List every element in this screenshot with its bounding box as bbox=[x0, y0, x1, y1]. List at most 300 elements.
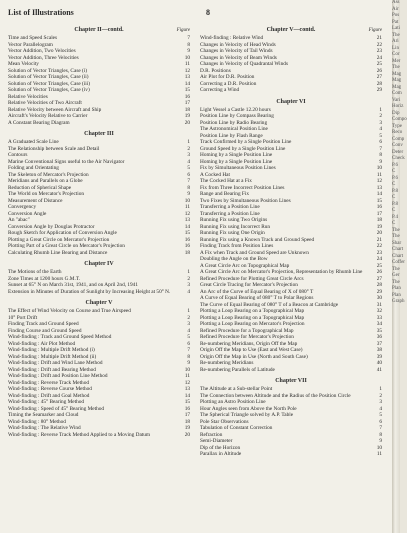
entry-label: Extension in Minutes of Duration of Sunlight by Increasing Height at 50° N. bbox=[8, 288, 171, 295]
figure-number: 27 bbox=[376, 275, 382, 282]
figure-number: 1 bbox=[379, 106, 382, 113]
page-number: 8 bbox=[206, 8, 210, 17]
entry-label: Changes in Velocity of Head Winds bbox=[200, 41, 276, 48]
figure-number: 16 bbox=[184, 236, 190, 243]
edge-fragment: Chart bbox=[392, 253, 404, 259]
chapter-heading bbox=[200, 26, 382, 35]
edge-fragment: Horiz bbox=[392, 104, 404, 109]
edge-fragment: Mer bbox=[392, 58, 401, 64]
entry-label: Solution of Vector Triangles, Case (iii) bbox=[8, 80, 91, 87]
figure-number: 11 bbox=[184, 373, 190, 379]
entry-label: Re-numbering Parallels of Latitude bbox=[200, 366, 275, 373]
figure-number: 9 bbox=[187, 360, 190, 366]
chapter-heading bbox=[8, 260, 190, 269]
chapter-heading bbox=[200, 98, 382, 107]
edge-fragment: Pos bbox=[392, 13, 400, 18]
figure-number: 30 bbox=[376, 295, 382, 301]
chapter-title: Chapter V—contd. bbox=[266, 27, 316, 33]
figure-number: 20 bbox=[184, 119, 190, 126]
figure-number: 18 bbox=[376, 217, 382, 223]
entry-label: Wind-finding : 45° Bearing Method bbox=[8, 399, 85, 405]
figure-number: 26 bbox=[376, 67, 382, 74]
edge-fragment: P.6 C bbox=[392, 162, 398, 174]
entry-label: Relative Velocity between Aircraft and Ship bbox=[8, 106, 102, 113]
figure-number: 15 bbox=[184, 230, 190, 236]
entry-label: Range and Bearing Fix bbox=[200, 191, 249, 197]
figure-number: 14 bbox=[184, 223, 190, 230]
chapter-title: Chapter VI bbox=[276, 98, 306, 105]
entry-label: A Great Circle Arc on Mercator's Projection, Representation by Rhumb Line bbox=[200, 269, 363, 275]
entry-label: Track Confirmed by a Single Position Line bbox=[200, 139, 292, 145]
entry-label: Finding Course and Ground Speed bbox=[8, 327, 82, 334]
figure-number: 6 bbox=[187, 340, 190, 347]
entry-label: Transferring a Position Line bbox=[200, 204, 260, 210]
entry-label: Convergency bbox=[8, 204, 37, 210]
figure-number: 1 bbox=[187, 308, 190, 314]
edge-fragment: Plan bbox=[392, 292, 401, 298]
edge-fragment: Coffer bbox=[392, 260, 405, 265]
figure-number: 3 bbox=[187, 152, 190, 158]
entry-label: An "abac" bbox=[8, 217, 30, 223]
entry-label: Refined Procedure for Mercator's Projection bbox=[200, 334, 294, 340]
edge-fragment: Ger bbox=[392, 273, 400, 278]
entry-label: D.R. Positions bbox=[200, 67, 231, 74]
entry-label: The Effect of Wind Velocity on Course and True Airspeed bbox=[8, 308, 131, 314]
entry-label: Meridians and Parallels on a Globe bbox=[8, 178, 83, 184]
figure-number: 9 bbox=[187, 48, 190, 54]
entry-label: Wind-finding : Drift and Goal Method bbox=[8, 392, 90, 399]
entry-label: Reduction of Spherical Shape bbox=[8, 184, 72, 191]
figure-number: 1 bbox=[379, 386, 382, 392]
entry-label: The Astronomical Position Line bbox=[200, 126, 268, 132]
figure-number: 16 bbox=[376, 204, 382, 210]
figure-number: 41 bbox=[376, 366, 382, 373]
figure-number: 19 bbox=[184, 113, 190, 119]
figure-number: 1 bbox=[187, 139, 190, 145]
entry-label: Relative Velocities of Two Aircraft bbox=[8, 100, 82, 106]
entry-label: The Spherical Triangle solved by A.P. Table bbox=[200, 412, 294, 418]
chapter-section bbox=[200, 377, 382, 458]
edge-fragment: The bbox=[392, 266, 400, 272]
edge-fragment: Compo bbox=[392, 117, 407, 122]
figure-column-label: Figure bbox=[176, 28, 190, 33]
figure-number: 6 bbox=[187, 171, 190, 178]
chapter-heading bbox=[200, 377, 382, 386]
entry-label: A Fix when Track and Ground Speed are Unknown bbox=[200, 249, 309, 256]
illustration-entry bbox=[8, 250, 190, 257]
entry-label: Tabulation of Constant Correction bbox=[200, 425, 273, 431]
entry-label: The Motions of the Earth bbox=[8, 269, 62, 275]
figure-number: 10 bbox=[184, 54, 190, 61]
entry-label: Ground Speed by a Single Position Line bbox=[200, 145, 286, 152]
entry-label: Plotting a Loop Bearing on Mercator's Projection bbox=[200, 321, 305, 327]
figure-number: 14 bbox=[184, 80, 190, 87]
chapter-heading bbox=[8, 299, 190, 308]
entry-label: Aircraft's Velocity Relative to Carrier bbox=[8, 113, 88, 119]
figure-number: 22 bbox=[376, 243, 382, 249]
entry-label: Wind-finding : Air Plot Method bbox=[8, 340, 76, 347]
entry-label: Finding Track from Position Lines bbox=[200, 243, 274, 249]
entry-label: Vector Parallelogram bbox=[8, 41, 53, 48]
figure-number: 4 bbox=[187, 158, 190, 165]
figure-number: 33 bbox=[376, 314, 382, 321]
figure-number: 18 bbox=[184, 249, 190, 256]
entry-label: Vector Addition, Two Velocities bbox=[8, 48, 76, 54]
figure-number: 13 bbox=[184, 386, 190, 392]
entry-label: Pole Star Observations bbox=[200, 418, 249, 425]
figure-number: 36 bbox=[376, 334, 382, 340]
entry-label: Wind-finding : Reverse Course Method bbox=[8, 386, 92, 392]
figure-number: 19 bbox=[184, 425, 190, 431]
entry-label: Solution of Vector Triangles, Case (iv) bbox=[8, 87, 90, 93]
entry-label: Air Plot for D.R. Position bbox=[200, 74, 255, 80]
figure-number: 8 bbox=[379, 431, 382, 438]
illustration-entry bbox=[200, 451, 382, 458]
entry-label: Contours bbox=[8, 152, 28, 158]
chapter-title: Chapter VII bbox=[275, 378, 307, 384]
entry-label: Wind-finding : Speed of 45° Bearing Method bbox=[8, 405, 105, 412]
figure-number: 21 bbox=[376, 35, 382, 41]
entry-label: A Cocked Hat bbox=[200, 171, 231, 178]
figure-number: 35 bbox=[376, 327, 382, 334]
figure-number: 31 bbox=[376, 301, 382, 308]
edge-fragment: Com bbox=[392, 91, 402, 96]
entry-label: Homing by a Single Position Line bbox=[200, 158, 273, 165]
entry-label: Origin Off the Map to Use (East and West Case) bbox=[200, 347, 303, 353]
figure-number: 25 bbox=[376, 61, 382, 67]
illustration-entry bbox=[200, 87, 382, 94]
entry-label: Refined Procedure for a Topographical Map bbox=[200, 327, 294, 334]
entry-label: Doubling the Angle on the Bow bbox=[200, 256, 268, 262]
entry-label: Running Fix using One Origin bbox=[200, 230, 265, 236]
entry-label: Wind-finding : 80° Method bbox=[8, 418, 66, 425]
next-page-edge-text bbox=[392, 0, 407, 533]
figure-number: 8 bbox=[187, 184, 190, 191]
figure-number: 16 bbox=[184, 93, 190, 100]
figure-number: 10 bbox=[376, 165, 382, 171]
entry-label: Solution of Vector Triangles, Case (i) bbox=[8, 67, 88, 74]
edge-fragment: P.8 C bbox=[392, 188, 398, 200]
entry-label: Marine Conventional Signs useful to the Air Navigator bbox=[8, 158, 125, 165]
edge-fragment: The bbox=[392, 227, 400, 233]
illustration-entry bbox=[8, 289, 190, 296]
figure-number: 14 bbox=[376, 191, 382, 197]
figure-number: 3 bbox=[187, 282, 190, 288]
figure-number: 28 bbox=[376, 282, 382, 288]
entry-label: Fix by Simultaneous Position Lines bbox=[200, 165, 276, 171]
chapter-title: Chapter V bbox=[85, 300, 113, 306]
edge-fragment: Reco bbox=[392, 130, 403, 135]
figure-number: 18 bbox=[184, 106, 190, 113]
edge-fragment: Cor bbox=[392, 52, 400, 57]
entry-label: The World on Mercator's Projection bbox=[8, 191, 85, 197]
edge-fragment: P.8 C bbox=[392, 201, 398, 213]
figure-number: 5 bbox=[379, 412, 382, 418]
figure-number: 11 bbox=[184, 61, 190, 67]
figure-number: 29 bbox=[376, 288, 382, 295]
figure-number: 6 bbox=[379, 139, 382, 145]
figure-number: 12 bbox=[376, 178, 382, 184]
figure-number: 18 bbox=[184, 418, 190, 425]
entry-label: Wind-finding : Track and Ground Speed Method bbox=[8, 334, 112, 340]
figure-number: 20 bbox=[376, 230, 382, 236]
figure-number: 37 bbox=[376, 340, 382, 347]
illustration-entry bbox=[8, 120, 190, 127]
entry-label: Vector Addition, Three Velocities bbox=[8, 54, 79, 61]
entry-label: Plotting Part of a Great Circle on Mercator's Projection bbox=[8, 243, 125, 249]
figure-number: 7 bbox=[187, 35, 190, 41]
figure-number: 4 bbox=[379, 405, 382, 412]
figure-number: 14 bbox=[184, 392, 190, 399]
figure-number: 7 bbox=[187, 178, 190, 184]
figure-number: 11 bbox=[184, 204, 190, 210]
entry-label: The Cocked Hat at a Fix bbox=[200, 178, 252, 184]
figure-number: 28 bbox=[376, 80, 382, 87]
figure-number: 6 bbox=[379, 418, 382, 425]
figure-number: 11 bbox=[376, 171, 382, 178]
figure-number: 3 bbox=[187, 321, 190, 327]
figure-number: 2 bbox=[379, 392, 382, 399]
figure-number: 15 bbox=[184, 87, 190, 93]
entry-label: The Altitude at a Sub-stellar Point bbox=[200, 386, 273, 392]
figure-number: 23 bbox=[376, 48, 382, 54]
figure-number: 7 bbox=[379, 145, 382, 152]
entry-label: The Relationship between Scale and Detail bbox=[8, 145, 100, 152]
figure-number: 17 bbox=[184, 412, 190, 418]
figure-number: 17 bbox=[184, 100, 190, 106]
entry-label: Wind-finding : Drift and Position Line Method bbox=[8, 373, 108, 379]
illustration-entry bbox=[8, 432, 190, 439]
figure-number: 4 bbox=[379, 126, 382, 132]
figure-number: 1 bbox=[187, 269, 190, 275]
chapter-title: Chapter III bbox=[84, 131, 114, 137]
entry-label: Wind-finding : Reverse Track Method Applied to a Moving Datum bbox=[8, 431, 151, 438]
figure-number: 15 bbox=[376, 197, 382, 204]
edge-fragment: Pat bbox=[392, 19, 399, 25]
entry-label: Plotting a Loop Bearing on a Topographical Map bbox=[200, 314, 305, 321]
figure-number: 16 bbox=[184, 405, 190, 412]
entry-label: Two Fixes by Simultaneous Position Lines bbox=[200, 197, 291, 204]
edge-fragment: Mag bbox=[392, 71, 402, 77]
entry-label: Great Circle Tracing for Mercator's Projection bbox=[200, 282, 298, 288]
entry-label: Wind-finding : The Relative Wind bbox=[8, 425, 81, 431]
entry-label: Finding Track and Ground Speed bbox=[8, 321, 79, 327]
entry-label: Conversion Angle by Douglas Protractor bbox=[8, 223, 95, 230]
entry-label: Running Fix using a Known Track and Ground Speed bbox=[200, 236, 315, 243]
figure-number: 21 bbox=[376, 236, 382, 243]
edge-fragment: Vari bbox=[392, 97, 401, 103]
entry-label: Refraction bbox=[200, 431, 223, 438]
edge-fragment: The bbox=[392, 279, 400, 285]
figure-number: 9 bbox=[187, 191, 190, 197]
figure-number: 12 bbox=[184, 379, 190, 386]
figure-number: 12 bbox=[184, 67, 190, 74]
entry-label: Semi-Diameter bbox=[200, 438, 233, 444]
entry-label: Sunset at 65° N on March 31st, 1941, and on April 2nd, 1941 bbox=[8, 282, 138, 288]
edge-fragment: Plan bbox=[392, 286, 401, 291]
entry-label: Wind-finding : Relative Wind bbox=[200, 35, 264, 41]
entry-label: A Great Circle Arc on Topographical Map bbox=[200, 262, 290, 269]
edge-fragment: P.4 C bbox=[392, 214, 398, 226]
entry-label: Correcting a D.R. Position bbox=[200, 80, 257, 87]
entry-label: Time and Speed Scales bbox=[8, 35, 58, 41]
entry-label: Calculating Rhumb Line Bearing and Distance bbox=[8, 249, 108, 256]
chapter-section bbox=[8, 26, 190, 126]
edge-fragment: The bbox=[392, 65, 400, 70]
entry-label: Plotting a Great Circle on Mercator's Projection bbox=[8, 236, 110, 243]
figure-number: 7 bbox=[187, 347, 190, 353]
entry-label: Running Fix using Two Origins bbox=[200, 217, 268, 223]
entry-label: Folding and Orientating bbox=[8, 165, 59, 171]
chapter-section bbox=[200, 98, 382, 374]
figure-number: 17 bbox=[376, 210, 382, 217]
figure-number: 19 bbox=[376, 223, 382, 230]
figure-number: 4 bbox=[187, 288, 190, 295]
figure-number: 8 bbox=[187, 41, 190, 48]
figure-number: 20 bbox=[184, 431, 190, 438]
figure-number: 10 bbox=[184, 366, 190, 373]
entry-label: Transferring a Position Line bbox=[200, 210, 260, 217]
entry-label: Changes in Velocity of Quadrantal Winds bbox=[200, 61, 289, 67]
figure-number: 2 bbox=[379, 113, 382, 119]
figure-number: 3 bbox=[379, 119, 382, 126]
edge-fragment: Mag bbox=[392, 84, 402, 90]
entry-label: Wind-finding : Multiple Drift Method (ii) bbox=[8, 353, 97, 360]
figure-number: 8 bbox=[187, 353, 190, 360]
entry-label: Zone Times at 1200 hours G.M.T. bbox=[8, 275, 80, 282]
right-column bbox=[200, 22, 382, 458]
figure-number: 5 bbox=[379, 132, 382, 139]
chapter-title: Chapter IV bbox=[84, 261, 114, 267]
entry-label: Rough Sketch for Application of Conversion Angle bbox=[8, 230, 117, 236]
figure-number: 25 bbox=[376, 262, 382, 269]
figure-number: 2 bbox=[187, 314, 190, 321]
chapter-section bbox=[8, 260, 190, 295]
figure-number: 16 bbox=[184, 243, 190, 249]
figure-number: 24 bbox=[376, 256, 382, 262]
figure-number: 13 bbox=[376, 184, 382, 191]
figure-number: 40 bbox=[376, 360, 382, 366]
entry-label: Homing by a Single Position Line bbox=[200, 152, 273, 158]
illustration-entry bbox=[200, 367, 382, 374]
figure-number: 8 bbox=[379, 152, 382, 158]
entry-label: Re-numbering Meridians bbox=[200, 360, 254, 366]
page-header bbox=[8, 6, 384, 20]
edge-fragment: Chart bbox=[392, 247, 404, 252]
entry-label: Fix from Three Incorrect Position Lines bbox=[200, 184, 285, 191]
figure-number: 10 bbox=[376, 444, 382, 451]
edge-fragment: Lin bbox=[392, 45, 399, 51]
chapter-title: Chapter II—contd. bbox=[74, 27, 124, 33]
figure-number: 9 bbox=[379, 158, 382, 165]
edge-fragment: Air bbox=[392, 6, 399, 12]
edge-fragment: The bbox=[392, 32, 400, 38]
entry-label: The Curve of Equal Bearing of 080° T of a Beacon at Cambridge bbox=[200, 301, 339, 308]
entry-label: Plotting a Loop Bearing on a Topographical Map bbox=[200, 308, 305, 314]
entry-label: Solution of Vector Triangles, Case (ii) bbox=[8, 74, 89, 80]
figure-number: 2 bbox=[187, 275, 190, 282]
edge-fragment: Conv bbox=[392, 143, 403, 148]
figure-number: 5 bbox=[187, 165, 190, 171]
figure-number: 34 bbox=[376, 321, 382, 327]
entry-label: Dip of the Horizon bbox=[200, 444, 241, 451]
edge-fragment: P.6 C bbox=[392, 175, 398, 187]
chapter-section bbox=[200, 26, 382, 94]
entry-label: Measurement of Distance bbox=[8, 197, 63, 204]
entry-label: A Graduated Scale Line bbox=[8, 139, 59, 145]
entry-label: The Connection between Altitude and the Radius of the Position Circle bbox=[200, 392, 351, 399]
figure-number: 26 bbox=[376, 269, 382, 275]
figure-number: 22 bbox=[376, 41, 382, 48]
entry-label: Wind-finding : Reverse Track Method bbox=[8, 379, 89, 386]
entry-label: Conversion Angle bbox=[8, 210, 47, 217]
edge-fragment: Ass bbox=[392, 0, 400, 5]
edge-fragment: Ari bbox=[392, 39, 399, 44]
figure-number: 2 bbox=[187, 145, 190, 152]
figure-number: 15 bbox=[184, 399, 190, 405]
figure-number: 38 bbox=[376, 347, 382, 353]
figure-number: 3 bbox=[379, 399, 382, 405]
edge-fragment: The bbox=[392, 234, 400, 239]
chapter-heading bbox=[8, 26, 190, 35]
figure-number: 4 bbox=[187, 327, 190, 334]
figure-number: 5 bbox=[187, 334, 190, 340]
chapter-section bbox=[8, 130, 190, 256]
entry-label: Re-numbering Meridians, Origin Off the Map bbox=[200, 340, 298, 347]
entry-label: Changes in Velocity of Beam Winds bbox=[200, 54, 277, 61]
edge-fragment: Graph bbox=[392, 299, 405, 304]
edge-fragment: Mag bbox=[392, 78, 402, 83]
entry-label: Hour Angles seen from Above the North Pole bbox=[200, 405, 297, 412]
left-column bbox=[8, 22, 190, 438]
entry-label: Position Line by Flash Range bbox=[200, 132, 263, 139]
entry-label: Running Fix using Incorrect Run bbox=[200, 223, 271, 230]
page-title: List of Illustrations bbox=[8, 8, 74, 17]
entry-label: An Arc of the Curve of Equal Bearing of X of 080° T bbox=[200, 288, 314, 295]
entry-label: Wind-finding : Drift and Bearing Method bbox=[8, 366, 96, 373]
edge-fragment: Lati bbox=[392, 26, 401, 31]
entry-label: Timing the Seamarker and Cloud bbox=[8, 412, 79, 418]
figure-number: 9 bbox=[379, 438, 382, 444]
entry-label: Mean Velocity bbox=[8, 61, 39, 67]
figure-number: 13 bbox=[184, 217, 190, 223]
chapter-heading bbox=[8, 130, 190, 139]
figure-number: 27 bbox=[376, 74, 382, 80]
entry-label: The Skeleton of Mercator's Projection bbox=[8, 171, 89, 178]
figure-number: 24 bbox=[376, 54, 382, 61]
figure-number: 29 bbox=[376, 87, 382, 93]
entry-label: Origin Off the Map in Use (North and South Case) bbox=[200, 353, 308, 360]
entry-label: Refined Procedure for Plotting Great Circle Arcs bbox=[200, 275, 304, 282]
figure-number: 7 bbox=[379, 425, 382, 431]
figure-number: 23 bbox=[376, 249, 382, 256]
entry-label: Light Vessel a Castle 12.20 hours bbox=[200, 106, 271, 113]
figure-number: 10 bbox=[184, 197, 190, 204]
chapter-section bbox=[8, 299, 190, 438]
edge-fragment: Check bbox=[392, 156, 405, 161]
figure-number: 32 bbox=[376, 308, 382, 314]
edge-fragment: Type bbox=[392, 123, 402, 129]
entry-label: Plotting an Astro Position Line bbox=[200, 399, 266, 405]
figure-column-label: Figure bbox=[368, 28, 382, 33]
figure-number: 39 bbox=[376, 353, 382, 360]
entry-label: Correcting a Wind bbox=[200, 87, 240, 93]
entry-label: Position Line by Compass Bearing bbox=[200, 113, 274, 119]
figure-number: 11 bbox=[376, 451, 382, 457]
entry-label: Changes in Velocity of Tail Winds bbox=[200, 48, 273, 54]
entry-label: A Curve of Equal Bearing of 080° T to Polar Regions bbox=[200, 295, 314, 301]
edge-fragment: Comp bbox=[392, 136, 405, 142]
